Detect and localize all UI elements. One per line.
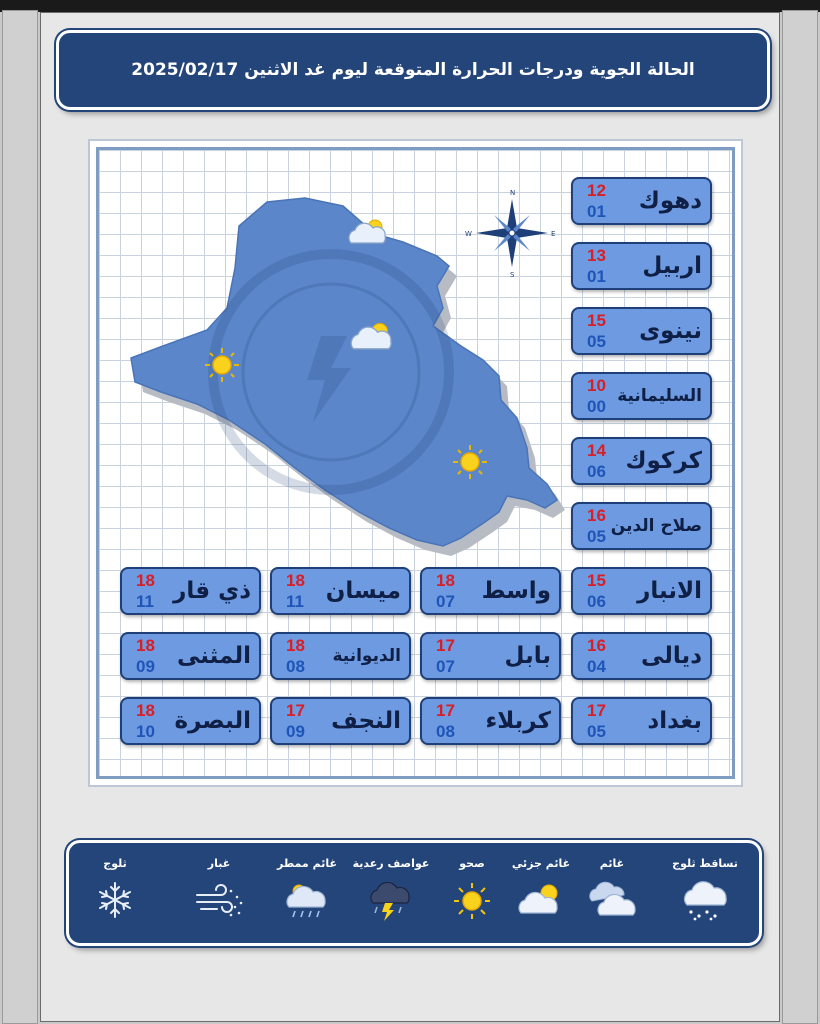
city-name: بابل: [504, 643, 551, 669]
city-card-babylon: [420, 632, 561, 680]
min-temp: 10: [136, 722, 155, 741]
legend-label: صحو: [459, 857, 485, 870]
min-temp: 01: [587, 202, 606, 221]
legend-label: تساقط ثلوج: [672, 857, 738, 870]
city-card-wasit: [420, 567, 561, 615]
max-temp: 18: [136, 636, 155, 655]
city-name: كركوك: [625, 448, 702, 474]
max-temp: 14: [587, 441, 606, 460]
legend-label: غائم جزئي: [511, 857, 571, 870]
partly-cloudy-icon: [513, 879, 569, 921]
max-temp: 16: [587, 636, 606, 655]
min-temp: 00: [587, 397, 606, 416]
min-temp: 11: [136, 592, 154, 611]
min-temp: 09: [286, 722, 305, 741]
city-card-karbala: [420, 697, 561, 745]
city-name: البصرة: [174, 708, 251, 734]
max-temp: 17: [587, 701, 606, 720]
city-card-erbil: [571, 242, 712, 290]
title-banner: [56, 30, 770, 110]
min-temp: 06: [587, 592, 606, 611]
compass-e: E: [551, 230, 556, 238]
city-card-anbar: [571, 567, 712, 615]
max-temp: 13: [587, 246, 606, 265]
city-card-dhiqar: [120, 567, 261, 615]
max-temp: 18: [136, 571, 155, 590]
compass-n: N: [510, 189, 516, 197]
city-name: الانبار: [637, 578, 702, 604]
legend-label: غائم ممطر: [277, 857, 337, 870]
rainy-cloud-icon: [279, 879, 335, 921]
city-name: ميسان: [325, 578, 401, 604]
min-temp: 08: [436, 722, 455, 741]
max-temp: 18: [136, 701, 155, 720]
compass-w: W: [465, 230, 472, 238]
legend-item-snow: [69, 857, 161, 921]
dust-icon: [191, 879, 247, 921]
min-temp: 04: [587, 657, 606, 676]
max-temp: 16: [587, 506, 606, 525]
snowy-cloud-icon: [677, 879, 733, 921]
city-card-maysan: [270, 567, 411, 615]
city-name: الديوانية: [332, 646, 401, 666]
city-name: صلاح الدين: [610, 516, 702, 536]
city-name: كربلاء: [485, 708, 551, 734]
legend-label: ثلوج: [103, 857, 127, 870]
legend-label: غبار: [207, 857, 231, 870]
compass-s: S: [510, 271, 515, 279]
city-card-baghdad: [571, 697, 712, 745]
max-temp: 15: [587, 571, 606, 590]
city-card-muthanna: [120, 632, 261, 680]
min-temp: 01: [587, 267, 606, 286]
city-card-sulaymaniyah: [571, 372, 712, 420]
legend-item-clear: [426, 857, 518, 921]
max-temp: 17: [286, 701, 305, 720]
city-name: ذي قار: [173, 578, 251, 604]
city-card-duhok: [571, 177, 712, 225]
legend-item-rainy-cloudy: [261, 857, 353, 921]
min-temp: 05: [587, 722, 606, 741]
max-temp: 18: [286, 571, 305, 590]
min-temp: 07: [436, 657, 455, 676]
thunderstorm-icon: [363, 879, 419, 921]
compass-rose-icon: [465, 189, 555, 279]
page-title: الحالة الجوية ودرجات الحرارة المتوقعة ليوم غد الاثنين 2025/02/17: [131, 60, 695, 80]
city-card-basra: [120, 697, 261, 745]
min-temp: 05: [587, 527, 606, 546]
top-strip: [0, 0, 820, 12]
city-card-diwaniyah: [270, 632, 411, 680]
cloudy-icon: [584, 879, 640, 921]
city-name: بغداد: [647, 708, 702, 734]
city-card-salahaddin: [571, 502, 712, 550]
city-name: النجف: [331, 708, 401, 734]
legend-item-thunderstorms: [345, 857, 437, 921]
max-temp: 10: [587, 376, 606, 395]
right-margin: [782, 10, 818, 1024]
city-card-nineveh: [571, 307, 712, 355]
left-margin: [2, 10, 38, 1024]
min-temp: 06: [587, 462, 606, 481]
city-card-najaf: [270, 697, 411, 745]
city-name: المثنى: [177, 643, 251, 669]
min-temp: 08: [286, 657, 305, 676]
legend-item-snowfall: [659, 857, 751, 921]
city-name: دهوك: [638, 188, 702, 214]
city-card-kirkuk: [571, 437, 712, 485]
min-temp: 11: [286, 592, 304, 611]
min-temp: 09: [136, 657, 155, 676]
sunny-icon: [444, 879, 500, 921]
max-temp: 18: [436, 571, 455, 590]
legend-label: عواصف رعدية: [352, 857, 430, 870]
snowflake-icon: [87, 879, 143, 921]
max-temp: 15: [587, 311, 606, 330]
min-temp: 05: [587, 332, 606, 351]
city-name: ديالى: [641, 643, 702, 669]
city-name: اربيل: [642, 253, 702, 279]
legend-label: غائم: [599, 857, 625, 870]
city-name: نينوى: [639, 318, 702, 344]
max-temp: 12: [587, 181, 606, 200]
city-name: واسط: [481, 578, 551, 604]
min-temp: 07: [436, 592, 455, 611]
city-card-diyala: [571, 632, 712, 680]
city-name: السليمانية: [617, 386, 702, 406]
max-temp: 18: [286, 636, 305, 655]
weather-legend: [66, 840, 762, 946]
max-temp: 17: [436, 636, 455, 655]
legend-item-dust: [173, 857, 265, 921]
max-temp: 17: [436, 701, 455, 720]
